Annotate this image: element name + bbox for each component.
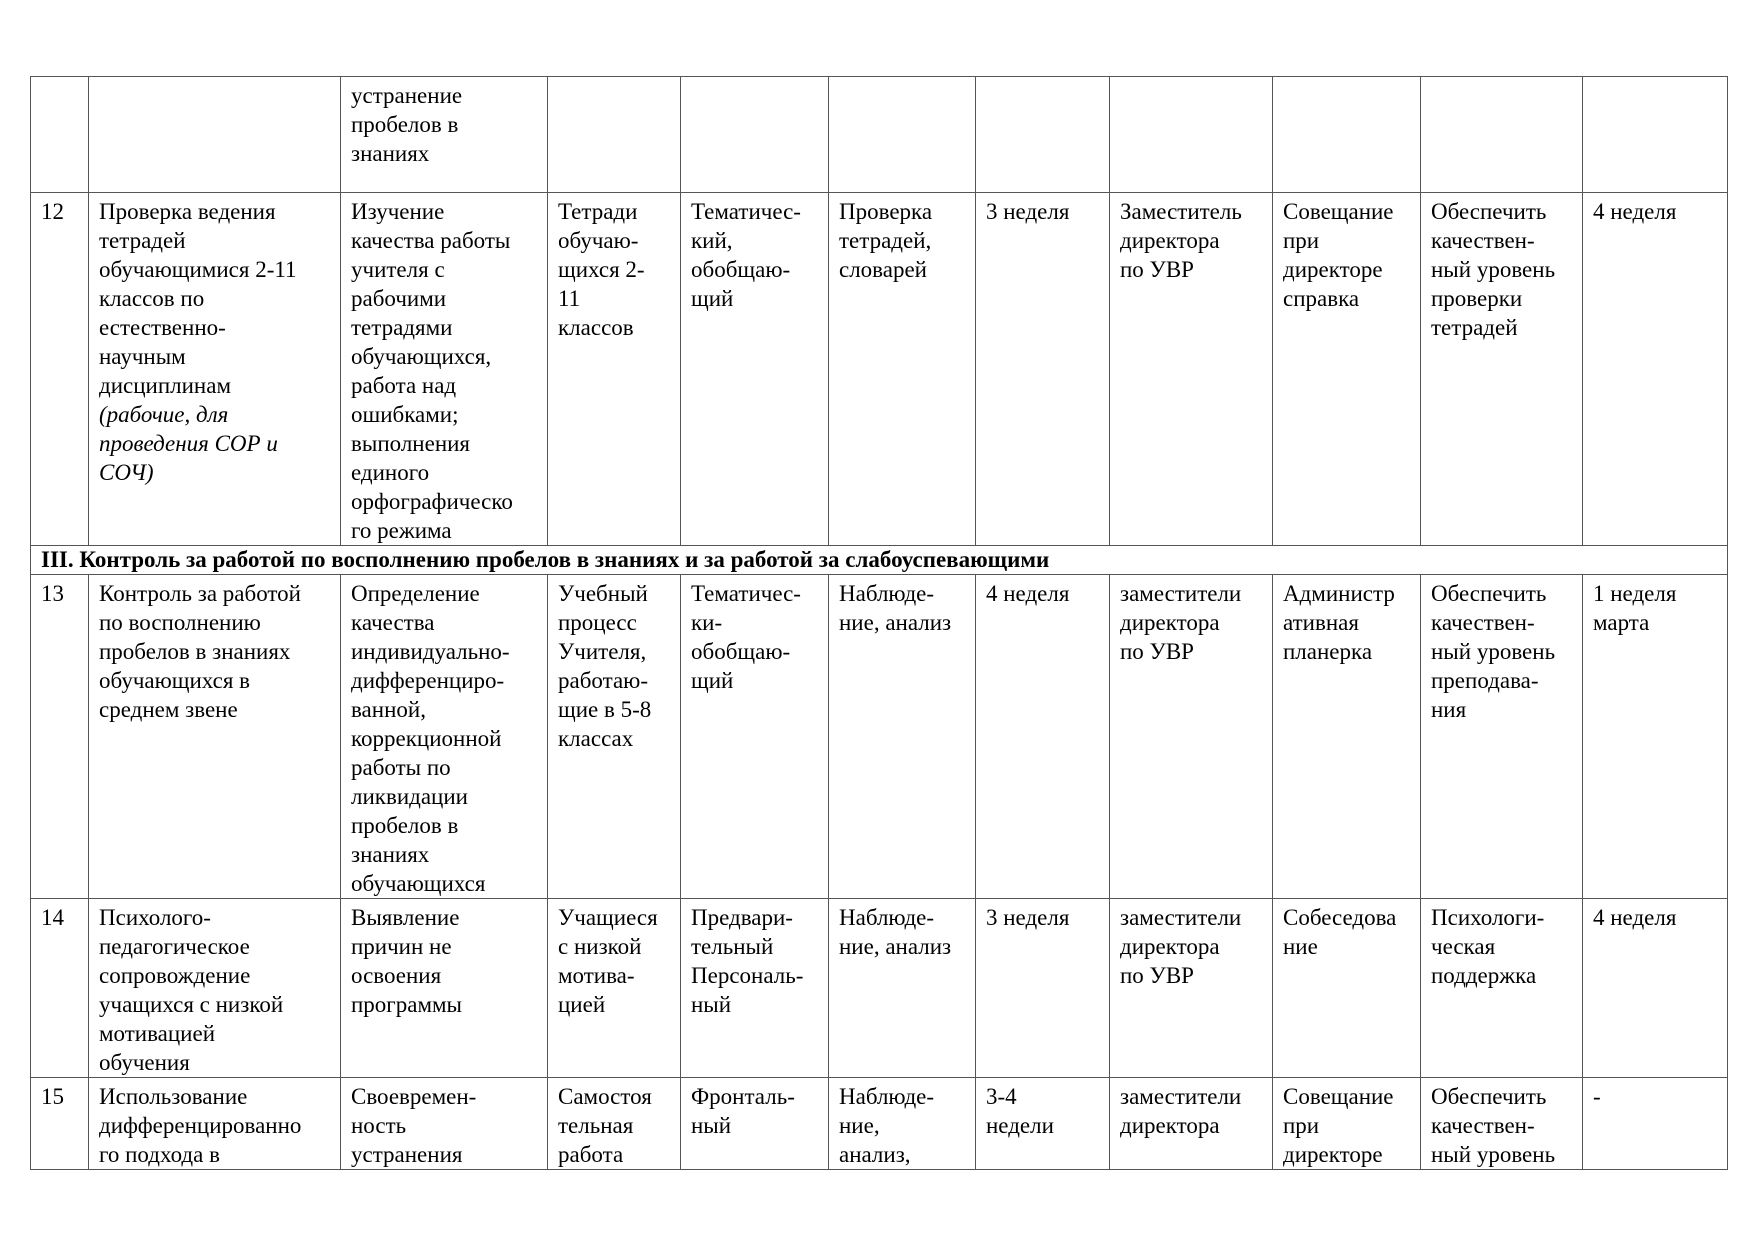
cell-text-line: Проверка bbox=[839, 199, 933, 224]
cell-text-line: кий, bbox=[691, 228, 733, 253]
cell-text-line: орфографическо bbox=[351, 489, 513, 514]
cell-text-line: тельная bbox=[558, 1113, 634, 1138]
responsible-cell bbox=[1110, 193, 1273, 546]
cell-text-line: Фронталь- bbox=[691, 1084, 795, 1109]
cell-text-line: заместители bbox=[1120, 905, 1242, 930]
cell-text-line: анализ, bbox=[839, 1142, 911, 1167]
cell-text-line: Контроль за работой bbox=[99, 581, 301, 606]
type-cell bbox=[681, 899, 829, 1078]
goal-cell bbox=[341, 575, 548, 899]
cell-text-line: ный уровень bbox=[1431, 639, 1556, 664]
cell-text-line: планерка bbox=[1283, 639, 1373, 664]
cell-text-line: ки- bbox=[691, 610, 723, 635]
cell-text-line: Обеспечить bbox=[1431, 581, 1547, 606]
cell-text-line: ный уровень bbox=[1431, 1142, 1556, 1167]
table-row bbox=[31, 1078, 1728, 1170]
cell-text-line: устранение bbox=[351, 83, 463, 108]
cell-text-line: 4 неделя bbox=[1593, 199, 1677, 224]
table-body bbox=[31, 77, 1728, 1170]
cell-text-line: работа bbox=[558, 1142, 624, 1167]
cell-text-line: словарей bbox=[839, 257, 927, 282]
responsible-cell bbox=[1110, 575, 1273, 899]
cell-text-line: директора bbox=[1120, 610, 1220, 635]
cell-text-line: обучающихся в bbox=[99, 668, 251, 693]
cell-text-line: Наблюде- bbox=[839, 905, 935, 930]
cell-text-line: Проверка ведения bbox=[99, 199, 276, 224]
cell-text-line: индивидуально- bbox=[351, 639, 510, 664]
cell-text-line: обучающихся bbox=[351, 871, 486, 896]
cell-text-line: Совещание bbox=[1283, 199, 1394, 224]
cell-text-line: Изучение bbox=[351, 199, 445, 224]
cell-text-line: марта bbox=[1593, 610, 1650, 635]
cell-text-line: Учителя, bbox=[558, 639, 647, 664]
cell-text-line: Персональ- bbox=[691, 963, 804, 988]
cell-text-line: ние, анализ bbox=[839, 610, 952, 635]
cell-text-line: работаю- bbox=[558, 668, 648, 693]
cell-text-line: классах bbox=[558, 726, 634, 751]
cell-text-line: Учебный bbox=[558, 581, 648, 606]
cell-text-line: поддержка bbox=[1431, 963, 1537, 988]
cell-text-line: качествен- bbox=[1431, 610, 1535, 635]
cell-text-line: Обеспечить bbox=[1431, 199, 1547, 224]
row-number-cell: 13 bbox=[31, 575, 89, 899]
table-row bbox=[31, 193, 1728, 546]
cell-text-line: знаниях bbox=[351, 141, 430, 166]
responsible-cell bbox=[1110, 1078, 1273, 1170]
cell-text-line: ние bbox=[1283, 934, 1318, 959]
control-item-cell bbox=[89, 1078, 341, 1170]
decision-cell bbox=[1421, 193, 1583, 546]
cell-text-line: 3 неделя bbox=[986, 905, 1070, 930]
cell-text-line: ние, анализ bbox=[839, 934, 952, 959]
cell-text-line: ный bbox=[691, 992, 732, 1017]
goal-cell bbox=[341, 899, 548, 1078]
cell-text-line: сопровождение bbox=[99, 963, 251, 988]
cell-text-line: научным bbox=[99, 344, 186, 369]
repeat-control-cell bbox=[1583, 193, 1728, 546]
cell-text-line: Выявление bbox=[351, 905, 460, 930]
cell-text-line: щий bbox=[691, 286, 734, 311]
control-item-cell bbox=[89, 77, 341, 193]
cell-text-line: дисциплинам bbox=[99, 373, 232, 398]
cell-text-line: ческая bbox=[1431, 934, 1496, 959]
goal-cell bbox=[341, 1078, 548, 1170]
cell-text-line: ность bbox=[351, 1113, 407, 1138]
responsible-cell bbox=[1110, 77, 1273, 193]
cell-text-line: директора bbox=[1120, 1113, 1220, 1138]
goal-cell bbox=[341, 193, 548, 546]
table-row bbox=[31, 899, 1728, 1078]
object-cell bbox=[548, 575, 681, 899]
cell-text-line: ние, bbox=[839, 1113, 880, 1138]
cell-text-line: качествен- bbox=[1431, 1113, 1535, 1138]
cell-text-line: коррекционной bbox=[351, 726, 502, 751]
cell-text-line: тетрадей, bbox=[839, 228, 932, 253]
cell-text-line: преподава- bbox=[1431, 668, 1539, 693]
cell-text-line: обобщаю- bbox=[691, 639, 791, 664]
decision-cell bbox=[1421, 575, 1583, 899]
decision-cell bbox=[1421, 77, 1583, 193]
cell-text-line: ативная bbox=[1283, 610, 1359, 635]
cell-text-line: дифференцированно bbox=[99, 1113, 302, 1138]
cell-text-line: ванной, bbox=[351, 697, 426, 722]
cell-text-line: освоения bbox=[351, 963, 442, 988]
cell-text-line: директора bbox=[1120, 934, 1220, 959]
cell-text-line: Использование bbox=[99, 1084, 248, 1109]
cell-text-line: 4 неделя bbox=[986, 581, 1070, 606]
cell-text-line: 4 неделя bbox=[1593, 905, 1677, 930]
method-cell bbox=[829, 77, 976, 193]
cell-text-line: го режима bbox=[351, 518, 452, 543]
control-plan-table bbox=[30, 76, 1728, 1170]
cell-text-line: учащихся с низкой bbox=[99, 992, 284, 1017]
decision-cell bbox=[1421, 1078, 1583, 1170]
cell-text-line: Учащиеся bbox=[558, 905, 658, 930]
type-cell bbox=[681, 193, 829, 546]
cell-text-line: обучающихся, bbox=[351, 344, 492, 369]
cell-text-line: тельный bbox=[691, 934, 774, 959]
goal-cell bbox=[341, 77, 548, 193]
cell-text-line: Предвари- bbox=[691, 905, 793, 930]
cell-text-line: 3 неделя bbox=[986, 199, 1070, 224]
deadline-cell bbox=[976, 193, 1110, 546]
cell-text-line: Собеседова bbox=[1283, 905, 1397, 930]
cell-text-line: учителя с bbox=[351, 257, 445, 282]
cell-text-line: рабочими bbox=[351, 286, 447, 311]
table-row bbox=[31, 575, 1728, 899]
review-place-cell bbox=[1273, 575, 1421, 899]
cell-text-line: обучения bbox=[99, 1050, 190, 1075]
cell-text-line: единого bbox=[351, 460, 430, 485]
cell-text-line: пробелов в bbox=[351, 112, 459, 137]
control-item-cell bbox=[89, 899, 341, 1078]
object-cell bbox=[548, 193, 681, 546]
cell-text-line: Администр bbox=[1283, 581, 1395, 606]
type-cell bbox=[681, 77, 829, 193]
cell-text-line: качества bbox=[351, 610, 435, 635]
cell-text-line: обобщаю- bbox=[691, 257, 791, 282]
decision-cell bbox=[1421, 899, 1583, 1078]
cell-text-line: педагогическое bbox=[99, 934, 250, 959]
cell-text-line: СОЧ) bbox=[99, 460, 154, 485]
method-cell bbox=[829, 193, 976, 546]
cell-text-line: по УВР bbox=[1120, 639, 1194, 664]
cell-text-line: качества работы bbox=[351, 228, 511, 253]
cell-text-line: заместители bbox=[1120, 581, 1242, 606]
row-number-cell bbox=[31, 77, 89, 193]
cell-text-line: щие в 5-8 bbox=[558, 697, 652, 722]
cell-text-line: тетрадями bbox=[351, 315, 453, 340]
cell-text-line: ошибками; bbox=[351, 402, 459, 427]
cell-text-line: обучающимися 2-11 bbox=[99, 257, 297, 282]
cell-text-line: тетрадей bbox=[99, 228, 186, 253]
cell-text-line: по УВР bbox=[1120, 257, 1194, 282]
cell-text-line: ликвидации bbox=[351, 784, 468, 809]
cell-text-line: Обеспечить bbox=[1431, 1084, 1547, 1109]
deadline-cell bbox=[976, 77, 1110, 193]
cell-text-line: директора bbox=[1120, 228, 1220, 253]
review-place-cell bbox=[1273, 1078, 1421, 1170]
review-place-cell bbox=[1273, 193, 1421, 546]
cell-text-line: знаниях bbox=[351, 842, 430, 867]
repeat-control-cell bbox=[1583, 1078, 1728, 1170]
cell-text-line: Тематичес- bbox=[691, 581, 801, 606]
method-cell bbox=[829, 575, 976, 899]
cell-text-line: работа над bbox=[351, 373, 457, 398]
cell-text-line: по УВР bbox=[1120, 963, 1194, 988]
review-place-cell bbox=[1273, 77, 1421, 193]
section-heading: III. Контроль за работой по восполнению пробелов в знаниях и за работой за слабоуспевающими bbox=[31, 546, 1728, 575]
cell-text-line: при bbox=[1283, 1113, 1320, 1138]
deadline-cell bbox=[976, 575, 1110, 899]
cell-text-line: Совещание bbox=[1283, 1084, 1394, 1109]
review-place-cell bbox=[1273, 899, 1421, 1078]
cell-text-line: мотива- bbox=[558, 963, 635, 988]
row-number-cell: 14 bbox=[31, 899, 89, 1078]
cell-text-line: программы bbox=[351, 992, 463, 1017]
row-number-cell: 15 bbox=[31, 1078, 89, 1170]
cell-text-line: Своевремен- bbox=[351, 1084, 477, 1109]
row-number-cell: 12 bbox=[31, 193, 89, 546]
responsible-cell bbox=[1110, 899, 1273, 1078]
table-row bbox=[31, 77, 1728, 193]
object-cell bbox=[548, 77, 681, 193]
object-cell bbox=[548, 899, 681, 1078]
cell-text-line: щихся 2- bbox=[558, 257, 645, 282]
control-item-cell bbox=[89, 193, 341, 546]
cell-text-line: Тетради bbox=[558, 199, 638, 224]
method-cell bbox=[829, 899, 976, 1078]
repeat-control-cell bbox=[1583, 899, 1728, 1078]
cell-text-line: цией bbox=[558, 992, 606, 1017]
deadline-cell bbox=[976, 1078, 1110, 1170]
cell-text-line: причин не bbox=[351, 934, 452, 959]
cell-text-line: Наблюде- bbox=[839, 1084, 935, 1109]
cell-text-line: проверки bbox=[1431, 286, 1523, 311]
object-cell bbox=[548, 1078, 681, 1170]
cell-text-line: Самостоя bbox=[558, 1084, 652, 1109]
cell-text-line: справка bbox=[1283, 286, 1360, 311]
cell-text-line: го подхода в bbox=[99, 1142, 220, 1167]
cell-text-line: пробелов в знаниях bbox=[99, 639, 291, 664]
cell-text-line: Определение bbox=[351, 581, 480, 606]
cell-text-line: щий bbox=[691, 668, 734, 693]
cell-text-line: директоре bbox=[1283, 1142, 1383, 1167]
control-item-cell bbox=[89, 575, 341, 899]
cell-text-line: 3-4 bbox=[986, 1084, 1017, 1109]
cell-text-line: по восполнению bbox=[99, 610, 261, 635]
repeat-control-cell bbox=[1583, 575, 1728, 899]
repeat-control-cell bbox=[1583, 77, 1728, 193]
cell-text-line: директоре bbox=[1283, 257, 1383, 282]
section-row bbox=[31, 546, 1728, 575]
cell-text-line: пробелов в bbox=[351, 813, 459, 838]
cell-text-line: качествен- bbox=[1431, 228, 1535, 253]
cell-text-line: Психолого- bbox=[99, 905, 211, 930]
deadline-cell bbox=[976, 899, 1110, 1078]
cell-text-line: с низкой bbox=[558, 934, 642, 959]
cell-text-line: недели bbox=[986, 1113, 1054, 1138]
cell-text-line: среднем звене bbox=[99, 697, 238, 722]
cell-text-line: естественно- bbox=[99, 315, 226, 340]
cell-text-line: заместители bbox=[1120, 1084, 1242, 1109]
cell-text-line: проведения СОР и bbox=[99, 431, 278, 456]
cell-text-line: ный bbox=[691, 1113, 732, 1138]
cell-text-line: процесс bbox=[558, 610, 637, 635]
cell-text-line: ный уровень bbox=[1431, 257, 1556, 282]
cell-text-line: Психологи- bbox=[1431, 905, 1545, 930]
cell-text-line: мотивацией bbox=[99, 1021, 216, 1046]
cell-text-line: дифференциро- bbox=[351, 668, 505, 693]
method-cell bbox=[829, 1078, 976, 1170]
cell-text-line: 11 bbox=[558, 286, 581, 311]
cell-text-line: при bbox=[1283, 228, 1320, 253]
cell-text-line: классов по bbox=[99, 286, 205, 311]
type-cell bbox=[681, 575, 829, 899]
cell-text-line: Тематичес- bbox=[691, 199, 801, 224]
cell-text-line: классов bbox=[558, 315, 634, 340]
cell-text-line: работы по bbox=[351, 755, 451, 780]
cell-text-line: выполнения bbox=[351, 431, 471, 456]
cell-text-line: Наблюде- bbox=[839, 581, 935, 606]
cell-text-line: устранения bbox=[351, 1142, 463, 1167]
cell-text-line: ния bbox=[1431, 697, 1467, 722]
cell-text-line: Заместитель bbox=[1120, 199, 1242, 224]
cell-text-line: (рабочие, для bbox=[99, 402, 229, 427]
cell-text-line: обучаю- bbox=[558, 228, 639, 253]
cell-text-line: тетрадей bbox=[1431, 315, 1518, 340]
cell-text-line: 1 неделя bbox=[1593, 581, 1677, 606]
cell-text-line: - bbox=[1593, 1084, 1601, 1109]
type-cell bbox=[681, 1078, 829, 1170]
